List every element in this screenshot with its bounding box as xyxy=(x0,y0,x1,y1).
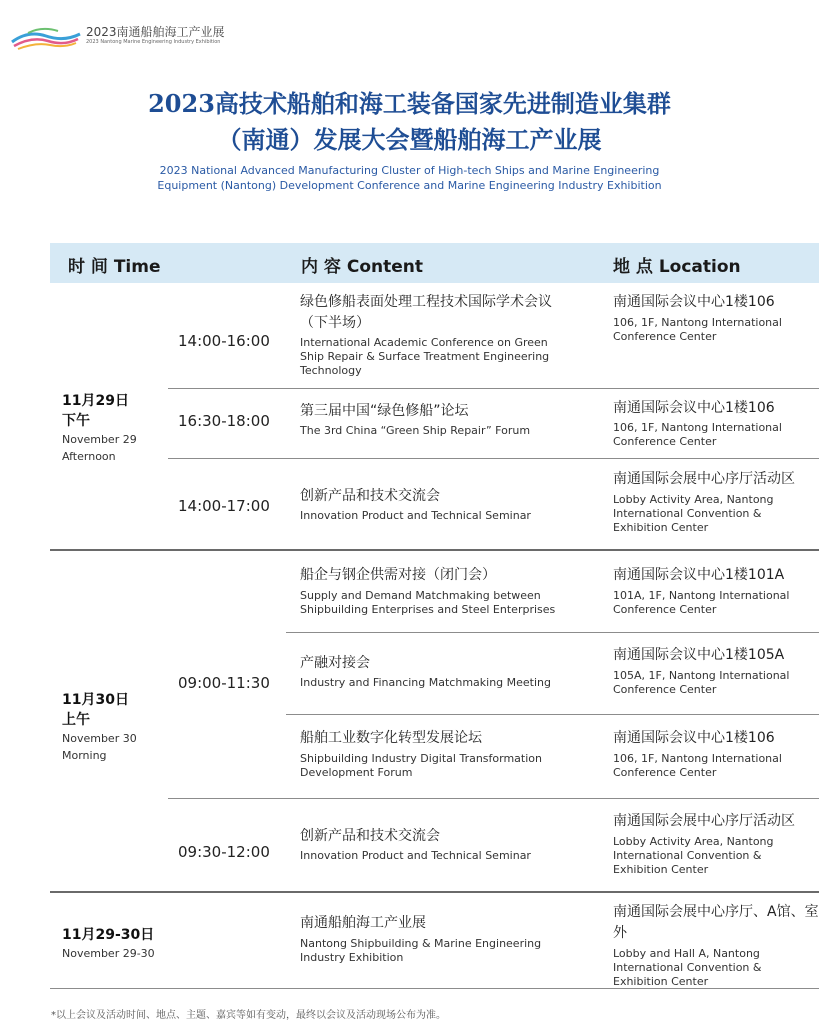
content-title-en: Innovation Product and Technical Seminar xyxy=(300,849,531,862)
date-cell xyxy=(62,690,137,764)
content-title-en: Industry and Financing Matchmaking Meeting xyxy=(300,676,552,689)
content-title-cn: 产融对接会 xyxy=(300,655,370,671)
section-divider xyxy=(50,549,819,551)
location-cn: 南通国际会议中心1楼106 xyxy=(613,730,775,746)
logo-title-cn: 2023南通船舶海工产业展 xyxy=(86,25,225,39)
time-cell: 14:00-16:00 xyxy=(178,332,270,350)
location-en: 105A, 1F, Nantong International Conference Center xyxy=(613,669,790,696)
date-cell xyxy=(62,391,137,465)
content-cell xyxy=(300,401,590,438)
content-title-en: International Academic Conference on Green Ship Repair & Surface Treatment Engineering Technology xyxy=(300,336,550,377)
content-title-en: Innovation Product and Technical Seminar xyxy=(300,509,531,522)
content-cell xyxy=(300,565,590,617)
row-divider xyxy=(286,632,819,633)
location-cn: 南通国际会展中心序厅活动区 xyxy=(613,471,795,487)
location-en: Lobby Activity Area, Nantong International Convention & Exhibition Center xyxy=(613,835,774,876)
column-header-content: 内 容 Content xyxy=(301,257,423,277)
column-header-location: 地 点 Location xyxy=(613,257,741,277)
content-cell xyxy=(300,826,590,863)
time-cell: 14:00-17:00 xyxy=(178,497,270,515)
location-cell xyxy=(613,902,819,989)
row-divider xyxy=(168,388,819,389)
page-title-line1: 2023高技术船舶和海工装备国家先进制造业集群 xyxy=(148,89,671,118)
location-cell xyxy=(613,565,819,617)
column-header-time: 时 间 Time xyxy=(68,257,161,277)
location-cn: 南通国际会议中心1楼106 xyxy=(613,400,775,416)
date-en: November 29 xyxy=(62,433,137,446)
date-en: November 29-30 xyxy=(62,947,155,960)
location-cell xyxy=(613,645,819,697)
period-en: Afternoon xyxy=(62,450,116,463)
content-title-cn: 绿色修船表面处理工程技术国际学术会议（下半场） xyxy=(300,294,552,331)
location-cn: 南通国际会议中心1楼101A xyxy=(613,567,785,583)
time-cell: 09:00-11:30 xyxy=(178,674,270,692)
date-cn: 11月29日 xyxy=(62,393,129,409)
content-title-en: Nantong Shipbuilding & Marine Engineering Industry Exhibition xyxy=(300,937,542,964)
content-title-cn: 创新产品和技术交流会 xyxy=(300,828,440,844)
location-cell xyxy=(613,398,819,449)
period-en: Morning xyxy=(62,749,107,762)
row-divider xyxy=(168,798,819,799)
date-cell xyxy=(62,925,155,962)
row-divider xyxy=(168,458,819,459)
location-cn: 南通国际会展中心序厅活动区 xyxy=(613,813,795,829)
location-cell xyxy=(613,728,819,780)
section-divider xyxy=(50,891,819,893)
logo-text xyxy=(86,25,225,46)
content-cell xyxy=(300,292,590,378)
location-cn: 南通国际会展中心序厅、A馆、室外 xyxy=(613,904,819,941)
content-title-cn: 创新产品和技术交流会 xyxy=(300,488,440,504)
date-en: November 30 xyxy=(62,732,137,745)
content-title-cn: 船企与钢企供需对接（闭门会） xyxy=(300,567,496,583)
logo-title-en: 2023 Nantong Marine Engineering Industry Exhibition xyxy=(86,39,221,45)
content-cell xyxy=(300,486,590,523)
exhibition-logo xyxy=(8,22,84,52)
content-title-cn: 南通船舶海工产业展 xyxy=(300,915,426,931)
location-en: 101A, 1F, Nantong International Conference Center xyxy=(613,589,790,616)
location-en: 106, 1F, Nantong International Conference Center xyxy=(613,752,782,779)
page-title-line2: （南通）发展大会暨船舶海工产业展 xyxy=(217,125,602,154)
location-en: 106, 1F, Nantong International Conference Center xyxy=(613,421,782,448)
time-cell: 16:30-18:00 xyxy=(178,412,270,430)
content-cell xyxy=(300,913,590,965)
content-title-cn: 第三届中国“绿色修船”论坛 xyxy=(300,403,469,419)
period-cn: 下午 xyxy=(62,413,90,429)
table-header xyxy=(50,243,819,283)
content-title-en: Shipbuilding Industry Digital Transformation Development Forum xyxy=(300,752,542,779)
content-title-en: The 3rd China “Green Ship Repair” Forum xyxy=(300,424,531,437)
location-en: 106, 1F, Nantong International Conference Center xyxy=(613,316,782,343)
period-cn: 上午 xyxy=(62,712,90,728)
date-cn: 11月29-30日 xyxy=(62,927,155,943)
location-cn: 南通国际会议中心1楼106 xyxy=(613,294,775,310)
content-title-en: Supply and Demand Matchmaking between Shipbuilding Enterprises and Steel Enterprises xyxy=(300,589,556,616)
page-subtitle-line2: Equipment (Nantong) Development Conference and Marine Engineering Industry Exhibition xyxy=(157,179,662,192)
footnote: *以上会议及活动时间、地点、主题、嘉宾等如有变动，最终以会议及活动现场公布为准。 xyxy=(51,1010,446,1021)
content-title-cn: 船舶工业数字化转型发展论坛 xyxy=(300,730,482,746)
content-cell xyxy=(300,653,590,690)
row-divider xyxy=(286,714,819,715)
location-cn: 南通国际会议中心1楼105A xyxy=(613,647,785,663)
location-cell xyxy=(613,469,819,535)
date-cn: 11月30日 xyxy=(62,692,129,708)
location-cell xyxy=(613,292,819,344)
location-en: Lobby Activity Area, Nantong International Convention & Exhibition Center xyxy=(613,493,774,534)
location-cell xyxy=(613,811,819,877)
content-cell xyxy=(300,728,590,780)
page-subtitle-line1: 2023 National Advanced Manufacturing Cluster of High-tech Ships and Marine Engineering xyxy=(159,164,660,177)
time-cell: 09:30-12:00 xyxy=(178,843,270,861)
location-en: Lobby and Hall A, Nantong International Convention & Exhibition Center xyxy=(613,947,762,988)
